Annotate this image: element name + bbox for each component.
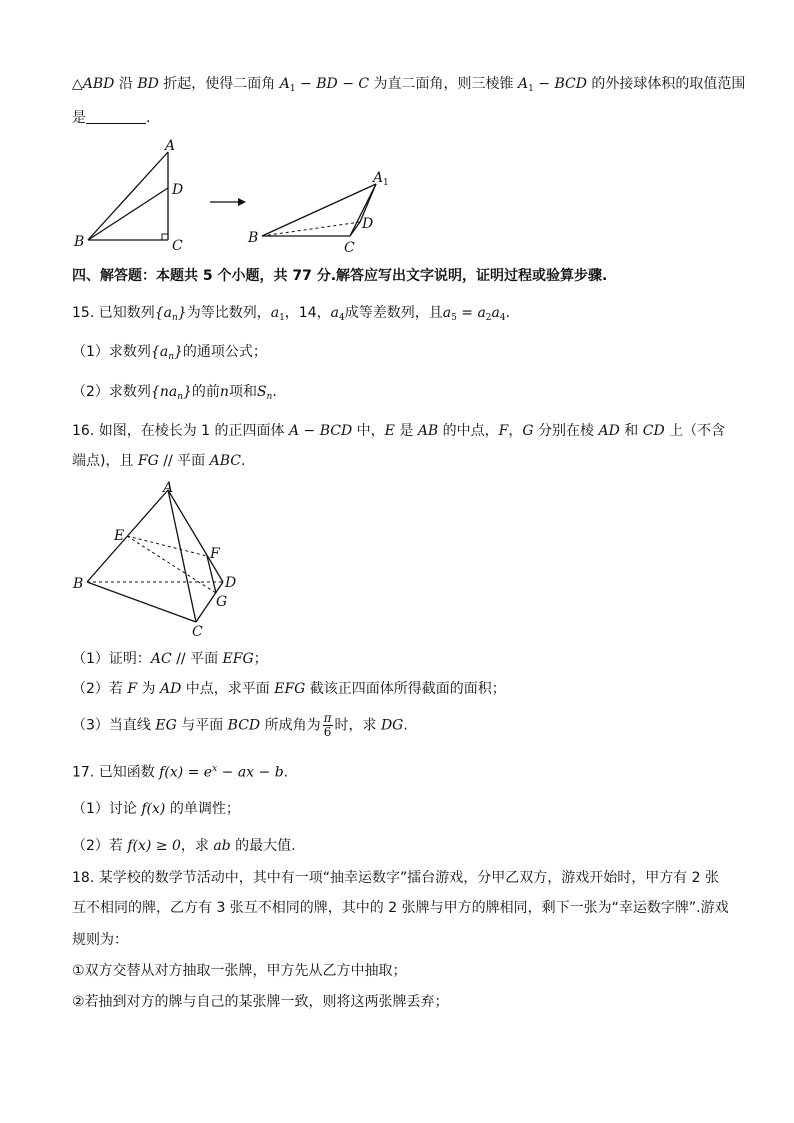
label-f: F [210,546,220,562]
q16-part2 [72,679,506,699]
q18-rule-1: ①双方交替从对方抽取一张牌，甲方先从乙方中抽取； [72,963,407,979]
text: 为直二面角，则三棱锥 [369,76,518,92]
text: 的最大值. [230,838,296,854]
text: （2）若 [72,681,128,697]
text: 与平面 [176,717,228,734]
edge-eg-hidden [127,536,216,593]
q18-line3: 规则为： [72,932,128,948]
q15-part1 [72,342,267,367]
math: BCD [227,717,261,734]
text: 和 [619,423,643,439]
intro-line-1 [72,74,745,99]
label-a1: A [373,170,384,186]
math: S [256,384,267,400]
q17-part1 [72,799,240,819]
text: 中， [352,423,385,439]
subscript: 1 [289,84,296,94]
label-b: B [73,576,84,592]
edge-ac [168,490,196,622]
label-a: A [165,138,176,154]
math: f(x) ≥ 0 [127,838,181,854]
text: // 平面 [171,651,223,667]
label-g: G [216,594,228,610]
text: 端点)，且 [72,453,138,469]
math: F [127,681,138,697]
label-d2: D [362,216,374,232]
text: // 平面 [158,453,210,469]
text: 的通项公式； [182,344,267,360]
edge-ef-hidden [127,536,207,556]
label-d: D [172,182,184,198]
math: (x) [146,801,166,817]
text: 是 [394,423,418,439]
math: F [498,423,509,439]
subscript: n [168,352,174,362]
math-a1: A [518,76,529,92]
q18-line1: 18. 某学校的数学节活动中，其中有一项“抽幸运数字”擂台游戏，分甲乙双方，游戏开始时，甲方有 2 张 [72,870,720,886]
math: } [183,384,192,400]
triangle-symbol: △ [72,76,83,92]
subscript: 1 [528,84,534,94]
math: ab [213,838,231,854]
math: AD [598,423,620,439]
text: （1）证明： [72,651,151,667]
text: . [241,453,246,469]
text: （3）当直线 [72,717,156,734]
math: AB [417,423,439,439]
math: f [141,801,147,817]
label-c: C [172,238,183,254]
text: 的前 [191,384,220,400]
math: CD [642,423,665,439]
subscript: 4 [499,313,506,323]
text: 截该正四面体所得截面的面积； [305,681,506,697]
text: 的外接球体积的取值范围 [586,76,746,92]
text: （1）讨论 [72,801,142,817]
math-bdc: − BD − C [295,76,370,92]
text: . [272,384,277,400]
text: 为等比数列， [186,305,271,321]
label-e: E [114,528,125,544]
arrow-head [238,198,246,206]
label-c: C [192,624,203,640]
math: ABC [209,453,241,469]
q18-rule-2: ②若抽到对方的牌与自己的某张牌一致，则将这两张牌丢弃； [72,994,449,1010]
text: 的单调性； [165,801,240,817]
edge-cd2 [350,222,360,236]
subscript: n [266,392,273,402]
math: } [177,305,187,321]
text: 的中点， [438,423,499,439]
superscript: x [212,764,218,774]
q16-stem-line2 [72,451,245,471]
label-a1-sub: 1 [383,178,389,188]
q16-part3 [72,712,408,739]
text: ； [253,651,268,667]
q17-stem [72,759,288,783]
text: 所成角为 [260,717,321,734]
math-bcd: − BCD [533,76,587,92]
subscript: 5 [451,313,457,323]
q17-part2 [72,836,296,856]
math: − ax − b [217,764,284,781]
fraction-pi-over-6 [323,712,333,739]
subscript: 1 [279,313,285,323]
text: 沿 [114,76,138,92]
edge-ad [168,490,223,582]
subscript: 4 [338,313,345,323]
text: ，14， [284,305,331,321]
text: 中点，求平面 [181,681,275,697]
text: 是 [72,110,86,126]
text: 为 [137,681,160,697]
subscript: n [177,392,183,402]
text: （1）求数列 [72,344,151,360]
math: EFG [222,651,254,667]
math: = a [456,305,486,321]
math-a1: A [279,76,290,92]
math: (x) = e [164,764,213,781]
label-c2: C [344,240,355,256]
label-d: D [225,575,237,591]
math: FG [137,453,159,469]
math: A − BCD [288,423,353,439]
numerator: π [323,711,332,725]
label-a: A [163,480,174,496]
math: EG [155,717,177,734]
text: 折起，使得二面角 [158,76,280,92]
text: 时，求 [334,717,381,734]
text: 17. 已知函数 [72,764,160,781]
text: 15. 已知数列 [72,305,155,321]
q15-stem [72,303,510,328]
q15-part2 [72,382,277,407]
math: f [159,764,165,781]
text: . [146,110,151,126]
math: AC [150,651,172,667]
math: n [219,384,229,400]
fold-figure [60,138,400,258]
math: a [330,305,339,321]
math: a [442,305,452,321]
intro-line-2 [72,108,150,128]
math: a [491,305,500,321]
edge-bc [87,582,196,622]
math: DG [380,717,404,734]
subscript: 2 [485,313,492,323]
edge-ba1 [262,184,376,236]
subscript: n [171,313,178,323]
math: {na [150,384,178,400]
text: （2）若 [72,838,128,854]
math: EFG [274,681,306,697]
text: 成等差数列，且 [344,305,443,321]
math: {a [154,305,172,321]
math: {a [150,344,169,360]
section-heading: 四、解答题：本题共 5 个小题，共 77 分.解答应写出文字说明，证明过程或验算步骤. [72,268,608,284]
math: G [522,423,534,439]
math-bd: BD [137,76,159,92]
denominator: 6 [323,725,332,739]
math: a [270,305,280,321]
text: 项和 [228,384,257,400]
text: . [283,764,289,781]
right-angle-mark [162,234,168,240]
label-b2: B [248,230,259,246]
math: E [384,423,395,439]
math: } [173,344,183,360]
q16-stem-line1 [72,421,725,441]
label-b: B [74,234,85,250]
text: ，求 [180,838,214,854]
text: （2）求数列 [72,384,151,400]
text: 分别在棱 [533,423,599,439]
math-abd: ABD [82,76,115,92]
tetrahedron-figure [60,476,260,642]
text: 上（不含 [664,423,726,439]
q16-part1 [72,649,268,669]
q18-line2: 互不相同的牌，乙方有 3 张互不相同的牌，其中的 2 张牌与甲方的牌相同，剩下一张为“幸运数字牌”.游戏 [72,900,729,916]
text: 16. 如图，在棱长为 1 的正四面体 [72,423,289,439]
math: AD [159,681,182,697]
text: . [403,717,408,734]
text: ， [508,423,523,439]
text: . [505,305,511,321]
answer-blank [86,109,146,124]
